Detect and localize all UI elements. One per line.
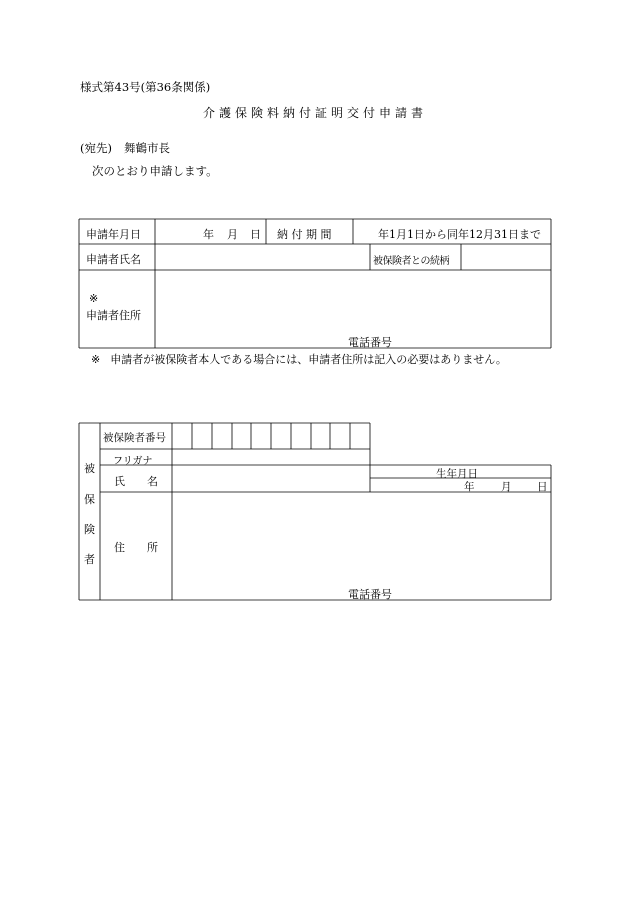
furigana-label: フリガナ bbox=[113, 456, 153, 467]
relationship-field[interactable] bbox=[461, 244, 551, 270]
applicant-name-label: 申請者氏名 bbox=[86, 253, 141, 266]
note bbox=[91, 351, 507, 367]
application-date-day: 日 bbox=[250, 228, 261, 241]
birth-date-label: 生年月日 bbox=[436, 468, 478, 480]
insured-name-label: 氏 名 bbox=[114, 475, 158, 488]
addressee-name: 舞鶴市長 bbox=[123, 141, 170, 155]
insured-address-field[interactable] bbox=[172, 492, 551, 600]
form-number: 様式第43号(第36条関係) bbox=[80, 80, 211, 94]
applicant-address-label: 申請者住所 bbox=[86, 309, 141, 322]
payment-period-label: 納 付 期 間 bbox=[277, 228, 332, 241]
insured-number-field[interactable] bbox=[172, 423, 370, 449]
note-mark: ※ bbox=[91, 353, 101, 366]
insured-name-field[interactable] bbox=[172, 465, 370, 492]
insured-phone-label: 電話番号 bbox=[348, 588, 392, 601]
insured-number-label: 被保険者番号 bbox=[103, 432, 166, 444]
birth-date-field[interactable] bbox=[370, 478, 551, 492]
request-statement: 次のとおり申請します。 bbox=[92, 164, 218, 178]
note-text: 申請者が被保険者本人である場合には、申請者住所は記入の必要はありません。 bbox=[110, 353, 507, 366]
birth-date-day: 日 bbox=[537, 481, 548, 493]
relationship-label: 被保険者との続柄 bbox=[373, 256, 449, 267]
applicant-phone-label: 電話番号 bbox=[348, 336, 392, 349]
insured-address-label: 住 所 bbox=[114, 541, 158, 554]
address-mark: ※ bbox=[89, 292, 99, 305]
application-date-label: 申請年月日 bbox=[86, 228, 141, 241]
insured-side-label-2: 保 bbox=[84, 493, 95, 506]
application-date-year: 年 bbox=[203, 228, 214, 241]
page-title: 介護保険料納付証明交付申請書 bbox=[202, 106, 427, 120]
application-date-field[interactable] bbox=[155, 219, 265, 244]
insured-side-label-1: 被 bbox=[84, 462, 95, 475]
application-date-month: 月 bbox=[227, 228, 238, 241]
insured-side-label-4: 者 bbox=[84, 553, 95, 566]
birth-date-year: 年 bbox=[464, 481, 475, 493]
payment-period-value: 年1月1日から同年12月31日まで bbox=[378, 228, 541, 241]
birth-date-month: 月 bbox=[501, 481, 512, 493]
insured-side-label-3: 険 bbox=[84, 523, 95, 536]
addressee-label: (宛先) bbox=[80, 141, 112, 155]
furigana-field[interactable] bbox=[172, 449, 370, 465]
applicant-name-field[interactable] bbox=[155, 244, 369, 270]
